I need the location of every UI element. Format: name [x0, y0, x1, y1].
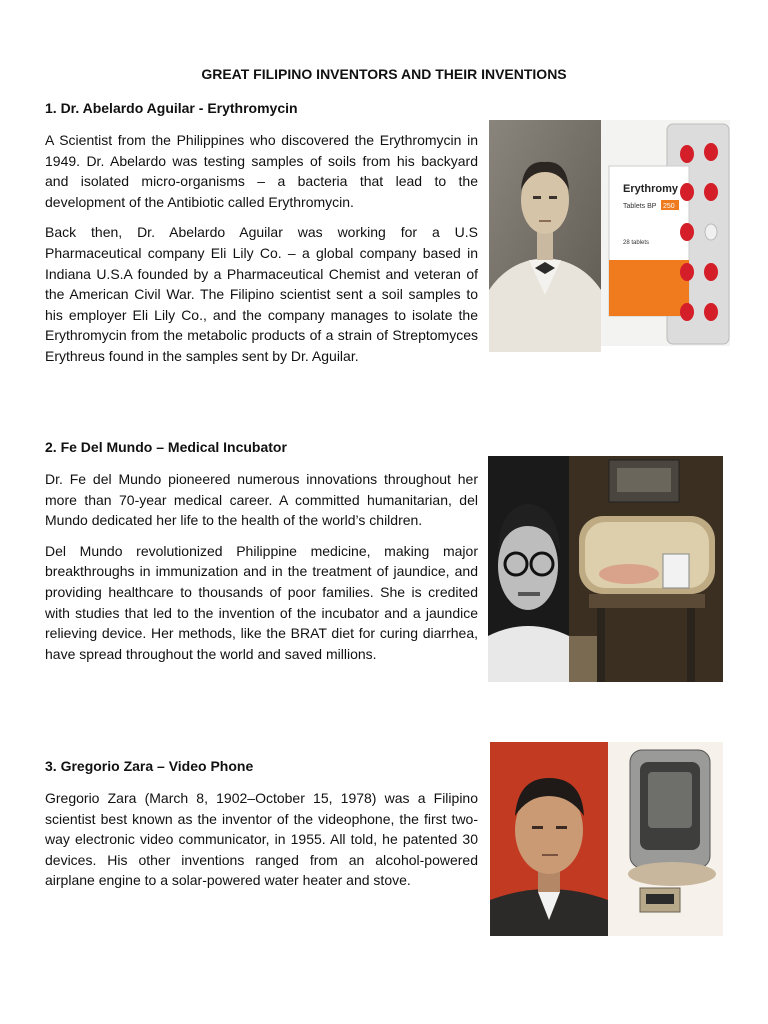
section-heading: 2. Fe Del Mundo – Medical Incubator: [45, 439, 287, 455]
paragraph: Del Mundo revolutionized Philippine medicine, making major breakthroughs in immunization and in the treatment of jaundice, and providing healthcare to thousands of poor families. She is credited with studies that led to the invention of the incubator and a jaundice relieving device. Her methods, like the BRAT diet for curing diarrhea, have spread throughout the world and saved millions.: [45, 542, 478, 662]
paragraph: Gregorio Zara (March 8, 1902–October 15, 1978) was a Filipino scientist best known as the inventor of the videophone, the first two-way electronic video communicator, in 1955. All told, he patented 30 devices. His other inventions ranged from an alcohol-powered airplane engine to a solar-powered water heater and stove.: [45, 790, 478, 889]
box-name-label: Erythromy: [623, 183, 679, 195]
zara-videophone-photo: [490, 742, 723, 936]
paragraph: A Scientist from the Philippines who discovered the Erythromycin in 1949. Dr. Abelardo was testing samples of soils from his backyard and isolated micro-organisms – a bacteria that lead to the development of the Antibiotic called Erythromycin.: [45, 132, 478, 210]
paragraph: Dr. Fe del Mundo pioneered numerous innovations throughout her more than 70-year medical career. A committed humanitarian, del Mundo dedicated her life to the health of the world’s children.: [45, 471, 478, 529]
section-aguilar: [45, 100, 478, 377]
section-heading: 3. Gregorio Zara – Video Phone: [45, 758, 254, 774]
box-count-label: 28 tablets: [623, 240, 650, 246]
page-title: GREAT FILIPINO INVENTORS AND THEIR INVENTIONS: [201, 66, 567, 82]
section-heading: 1. Dr. Abelardo Aguilar - Erythromycin: [45, 100, 298, 116]
aguilar-portrait-photo: [489, 120, 601, 352]
del-mundo-portrait-photo: [488, 456, 569, 682]
paragraph: Back then, Dr. Abelardo Aguilar was working for a U.S Pharmaceutical company Eli Lily Co. – a global company based in Indiana U.S.A founded by a Pharmaceutical Chemist and veteran of the American Civil War. The Filipino scientist sent a soil samples to his employer Eli Lily Co., and the company manages to isolate the Erythromycin from the metabolic products of a strain of Streptomyces Erythreus found in the samples sent by Dr. Aguilar.: [45, 224, 478, 364]
section-del-mundo: [45, 439, 478, 674]
box-sub-label: Tablets BP: [623, 203, 657, 210]
incubator-photo: [569, 456, 723, 682]
section-zara: [45, 758, 478, 901]
erythromycin-package-photo: [601, 120, 730, 346]
box-dose-label: 250: [663, 203, 675, 210]
